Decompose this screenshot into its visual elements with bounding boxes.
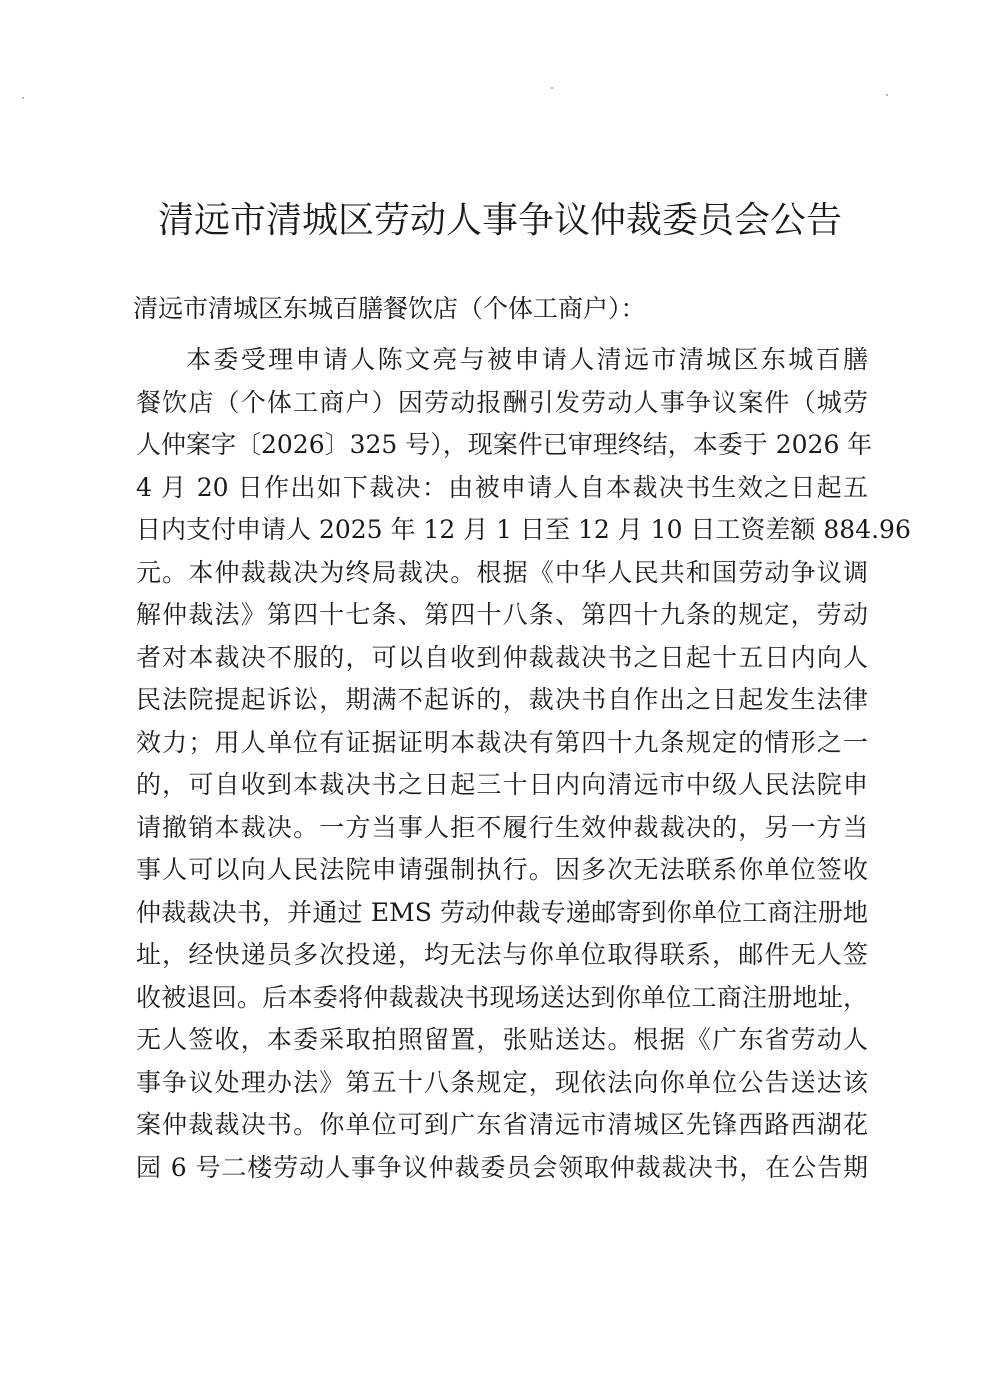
notice-title: 清远市清城区劳动人事争议仲裁委员会公告 xyxy=(157,200,842,241)
body-line: 址，经快递员多次投递，均无法与你单位取得联系，邮件无人签 xyxy=(136,940,868,969)
body-line: 事人可以向人民法院申请强制执行。因多次无法联系你单位签收 xyxy=(136,855,868,884)
scan-speck xyxy=(551,87,553,89)
body-line: 事争议处理办法》第五十八条规定，现依法向你单位公告送达该 xyxy=(136,1067,868,1097)
body-line: 者对本裁决不服的，可以自收到仲裁裁决书之日起十五日内向人 xyxy=(136,642,868,672)
body-line: 的，可自收到本裁决书之日起三十日内向清远市中级人民法院申 xyxy=(136,770,868,799)
body-line: 园 6 号二楼劳动人事争议仲裁委员会领取仲裁裁决书，在公告期 xyxy=(136,1152,868,1182)
scan-speck xyxy=(886,94,888,96)
body-line: 元。本仲裁裁决为终局裁决。根据《中华人民共和国劳动争议调 xyxy=(136,557,868,587)
body-line: 餐饮店（个体工商户）因劳动报酬引发劳动人事争议案件（城劳 xyxy=(136,387,868,417)
addressee-salutation: 清远市清城区东城百膳餐饮店（个体工商户）： xyxy=(133,294,646,323)
body-line: 本委受理申请人陈文亮与被申请人清远市清城区东城百膳 xyxy=(186,345,868,374)
body-line: 请撤销本裁决。一方当事人拒不履行生效仲裁裁决的，另一方当 xyxy=(136,812,868,842)
body-line: 收被退回。后本委将仲裁裁决书现场送达到你单位工商注册地址， xyxy=(136,982,868,1012)
body-line: 解仲裁法》第四十七条、第四十八条、第四十九条的规定，劳动 xyxy=(136,600,868,629)
scan-speck xyxy=(22,97,24,99)
body-line: 人仲案字〔2026〕325 号），现案件已审理终结，本委于 2026 年 xyxy=(136,430,873,459)
body-line: 4 月 20 日作出如下裁决：由被申请人自本裁决书生效之日起五 xyxy=(136,472,868,502)
body-line: 效力；用人单位有证据证明本裁决有第四十九条规定的情形之一 xyxy=(136,727,868,757)
body-line: 民法院提起诉讼，期满不起诉的，裁决书自作出之日起发生法律 xyxy=(136,685,868,714)
body-line: 无人签收，本委采取拍照留置，张贴送达。根据《广东省劳动人 xyxy=(136,1025,868,1054)
notice-body xyxy=(136,339,911,1189)
body-line: 仲裁裁决书，并通过 EMS 劳动仲裁专递邮寄到你单位工商注册地 xyxy=(136,897,868,927)
body-line: 案仲裁裁决书。你单位可到广东省清远市清城区先锋西路西湖花 xyxy=(136,1110,868,1139)
body-line: 日内支付申请人 2025 年 12 月 1 日至 12 月 10 日工资差额 884.96 xyxy=(136,515,911,544)
